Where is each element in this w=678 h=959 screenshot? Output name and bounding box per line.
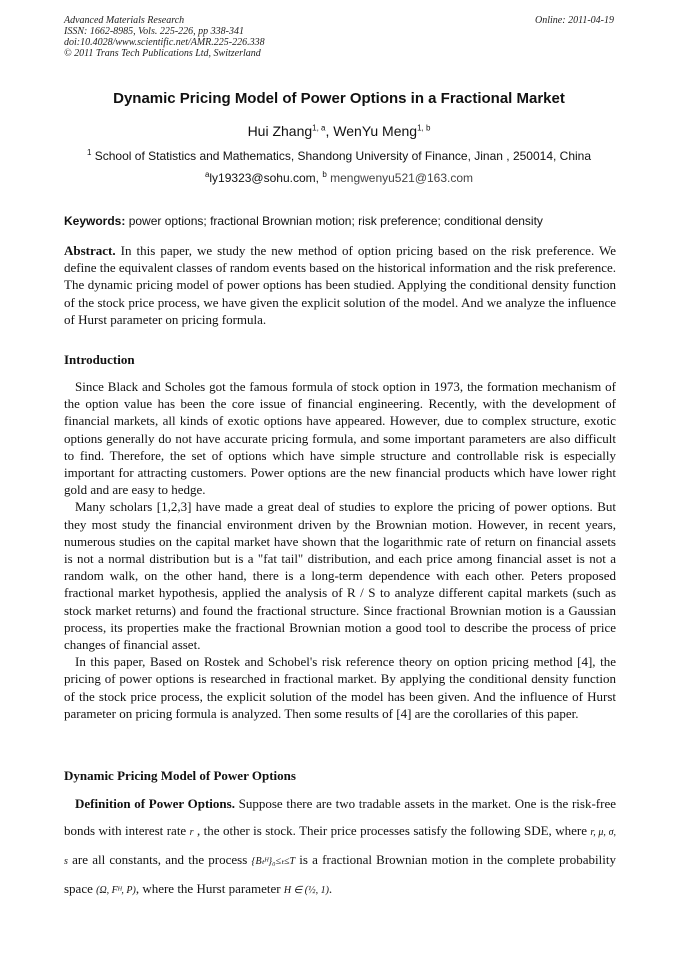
definition-text-1: Suppose there are two tradable assets in the market. One is the risk-free bonds with interest rate [64, 796, 616, 838]
author-1-sup: 1, a [312, 123, 326, 133]
author-sep: , [325, 123, 334, 139]
abstract [64, 242, 616, 328]
math-hurst: H ∈ (½, 1) [283, 885, 329, 896]
intro-paragraph-2: Many scholars [1,2,3] have made a great deal of studies to explore the pricing of power options. But they most study the financial environment driven by the Brownian motion. However, in recent years, numerous studies on the capital market have shown that the logarithmic rate of return on financial assets is not a normal distribution but is a "fat tail" distribution, and each price among financial asset is not a random walk, on the other hand, there is a long-term dependence with each other. Peters proposed fractional market hypothesis, applied the analysis of R / S to analyze different capital markets (such as stock market returns) and found the fractional structure. Since fractional Brownian motion is a Gaussian process, its properties make the fractional Brownian motion a good tool to describe the process of price changes of financial asset. [64, 499, 616, 653]
paper-title: Dynamic Pricing Model of Power Options in a Fractional Market [113, 90, 565, 107]
keywords-label: Keywords: [64, 214, 126, 228]
affiliation-text: School of Statistics and Mathematics, Shandong University of Finance, Jinan , 250014, China [91, 149, 592, 163]
definition-text-3: are all constants, and the process [67, 852, 252, 867]
math-params: r, μ, σ, s [64, 827, 616, 867]
definition-text-6: . [328, 881, 333, 896]
journal-meta [64, 15, 265, 59]
intro-paragraph-3: In this paper, Based on Rostek and Schobel's risk reference theory on option pricing method [4], the pricing of power options is researched in fractional market. By applying the conditional density function of the stock price process, the explicit solution of the model has been given. And the influence of Hurst parameter on pricing formula is analyzed. Then some results of [4] are the corollaries of this paper. [64, 654, 616, 721]
online-date: Online: 2011-04-19 [535, 15, 614, 26]
copyright: © 2011 Trans Tech Publications Ltd, Switzerland [64, 48, 261, 59]
math-space: (Ω, Fᴴ, P) [96, 885, 136, 896]
definition-text-2: , the other is stock. Their price processes satisfy the following SDE, where [193, 823, 591, 838]
doi: doi:10.4028/www.scientific.net/AMR.225-226.338 [64, 37, 265, 48]
author-2-sup: 1, b [417, 123, 431, 133]
definition-paragraph [64, 790, 616, 904]
definition-run-head: Definition of Power Options. [75, 796, 235, 811]
affiliation-sup: 1 [86, 148, 92, 157]
email-a[interactable]: ly19323@sohu.com, [209, 171, 323, 185]
keywords [64, 214, 616, 228]
intro-paragraph-1: Since Black and Scholes got the famous formula of stock option in 1973, the formation mechanism of the option value has been the core issue of financial engineering. Recently, with the development of financial markets, all kinds of exotic options have appeared. However, due to complex structure, exotic options generally do not have accurate pricing formula, and some important parameters are also difficult to find. Therefore, the set of options which have simple structure and controllable risk is especially important for attracting customers. Power options are the new financial products which have lower right gold and are easy to hedge. [64, 379, 616, 498]
email-b-sup: b [322, 170, 327, 179]
journal-name: Advanced Materials Research [64, 15, 185, 26]
author-line [0, 123, 678, 139]
math-process: {Bₜᴴ}₀≤ₜ≤T [251, 856, 296, 867]
email-b[interactable]: mengwenyu521@163.com [326, 171, 474, 185]
author-2: WenYu Meng [333, 123, 418, 139]
section-heading-dynamic-pricing: Dynamic Pricing Model of Power Options [64, 768, 296, 783]
abstract-label: Abstract. [64, 243, 116, 258]
keywords-text: power options; fractional Brownian motion; risk preference; conditional density [125, 214, 543, 228]
emails [0, 171, 678, 185]
author-1: Hui Zhang [247, 123, 313, 139]
introduction-body [64, 378, 616, 722]
affiliation [0, 149, 678, 163]
definition-text-5: , where the Hurst parameter [135, 881, 284, 896]
section-heading-introduction: Introduction [64, 352, 135, 367]
email-a-sup: a [204, 170, 210, 179]
abstract-text: In this paper, we study the new method of option pricing based on the risk preference. We define the equivalent classes of random events based on the historical information and the risk preference. The dynamic pricing model of power options has been studied. Applying the conditional density function of the stock price process, we have given the explicit solution of the model. And we analyze the influence of Hurst parameter on pricing formula. [64, 243, 616, 327]
math-r: r [189, 827, 194, 838]
issn: ISSN: 1662-8985, Vols. 225-226, pp 338-341 [64, 26, 244, 37]
definition-text-4: is a fractional Brownian motion in the complete probability space [64, 852, 616, 896]
